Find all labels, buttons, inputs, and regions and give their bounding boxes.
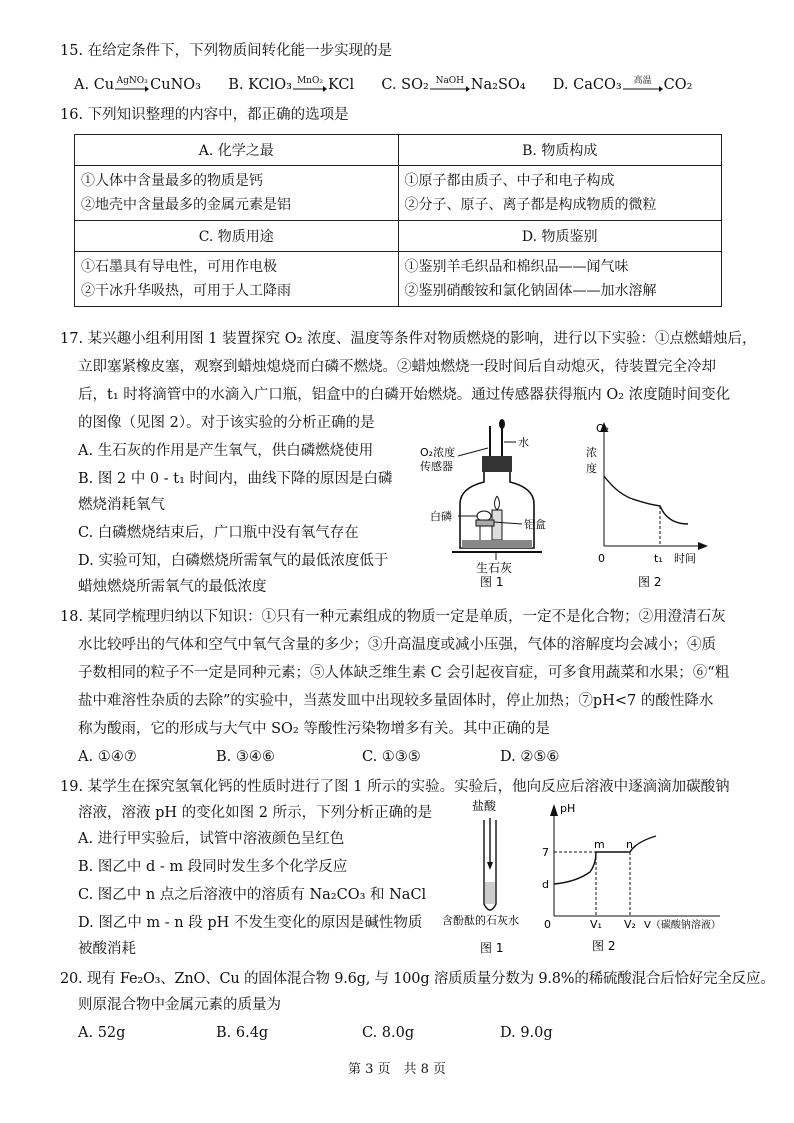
q20-option-a: A. 52g [78,1025,126,1041]
q17-option-d: D. 实验可知，白磷燃烧所需氧气的最低浓度低于 [78,553,389,569]
q15-options [74,72,692,98]
q19-option-a: A. 进行甲实验后，试管中溶液颜色呈红色 [78,831,345,847]
axis-label-y: 浓 [586,446,597,459]
q19-option-d: D. 图乙中 m - n 段 pH 不发生变化的原因是碱性物质 [78,915,423,931]
reaction-arrow-icon: NaOH [430,78,470,92]
axis-label-x: 时间 [674,552,696,565]
q16-knowledge-table [74,134,722,307]
q15-option-b: B. KClO₃ MnO₂ KCl [228,76,355,93]
q20-option-b: B. 6.4g [216,1025,269,1041]
reaction-arrow-icon: 高温 [623,78,663,92]
figure-caption: 图 2 [638,575,662,588]
label-water: 水 [518,436,529,449]
q18-option-a: A. ①④⑦ [78,749,137,765]
table-cell-c: ①石墨具有导电性，可用作电极 ②干冰升华吸热，可用于人工降雨 [75,252,399,307]
q17-option-a: A. 生石灰的作用是产生氧气，供白磷燃烧使用 [78,443,374,459]
q15-option-c: C. SO₂ NaOH Na₂SO₄ [381,76,526,93]
q18-stem-line: 水比较呼出的气体和空气中氧气含量的多少；③升高温度或减小压强，气体的溶解度均会减小；④质 [78,637,716,653]
axis-tick-t1: t₁ [654,552,663,565]
point-label-m: m [594,838,605,851]
q17-stem-line: 17. 某兴趣小组利用图 1 装置探究 O₂ 浓度、温度等条件对物质燃烧的影响，进行以下实验：①点燃蜡烛后， [60,331,757,347]
q20-stem-line: 20. 现有 Fe₂O₃、ZnO、Cu 的固体混合物 9.6g, 与 100g 溶质质量分数为 9.8%的稀硫酸混合后恰好完全反应。 [60,971,775,987]
q17-figure1-apparatus [418,412,588,588]
q18-stem-line: 称为酸雨，它的形成与大气中 SO₂ 等酸性污染物增多有关。其中正确的是 [78,721,550,737]
q17-figure2-chart [582,420,712,588]
q19-option-c: C. 图乙中 n 点之后溶液中的溶质有 Na₂CO₃ 和 NaCl [78,887,427,903]
reaction-arrow-icon: AgNO₃ [115,78,149,92]
page-footer: 第 3 页 共 8 页 [347,1062,447,1077]
axis-origin: 0 [598,552,605,565]
q17-option-b: B. 图 2 中 0 - t₁ 时间内，曲线下降的原因是白磷 [78,471,393,487]
label-sensor: O₂浓度 [420,446,456,459]
q16-stem: 16. 下列知识整理的内容中，都正确的选项是 [60,107,349,123]
q18-option-c: C. ①③⑤ [362,749,421,765]
table-cell-d: ①鉴别羊毛织品和棉织品——闻气味 ②鉴别硝酸铵和氯化钠固体——加水溶解 [398,252,722,307]
figure-caption: 图 1 [480,575,504,588]
axis-label-y: pH [560,802,576,815]
reaction-arrow-icon: MnO₂ [293,78,327,92]
q17-stem-line: 立即塞紧橡皮塞，观察到蜡烛熄烧而白磷不燃烧。②蜡烛燃烧一段时间后自动熄灭，待装置完全冷却 [78,359,716,375]
figure-caption: 图 2 [592,939,616,953]
table-header-d: D. 物质鉴别 [398,221,722,252]
axis-label-x: V（碳酸钠溶液） [644,920,721,931]
axis-label-y: 度 [586,462,597,475]
q19-option-d-cont: 被酸消耗 [78,941,136,957]
q20-option-d: D. 9.0g [500,1025,553,1041]
axis-tick-v1: V₁ [590,918,602,931]
q19-figure2-chart [536,800,726,956]
axis-origin: 0 [544,918,551,931]
label-box: 铝盒 [524,518,546,531]
figure-caption: 图 1 [480,941,504,955]
label-phosphorus: 白磷 [430,510,452,523]
q17-option-d-cont: 蜡烛燃烧所需氧气的最低浓度 [78,579,267,595]
q19-stem-line: 19. 某学生在探究氢氧化钙的性质时进行了图 1 所示的实验。实验后，他向反应后溶液中逐滴滴加碳酸钠 [60,779,730,795]
q20-option-c: C. 8.0g [362,1025,415,1041]
label-liquid: 含酚酞的石灰水 [442,914,519,927]
table-header-a: A. 化学之最 [75,135,399,166]
axis-tick-v2: V₂ [624,918,636,931]
q15-option-a: A. Cu AgNO₃ CuNO₃ [74,76,201,93]
q20-stem-line: 则原混合物中金属元素的质量为 [78,997,281,1013]
axis-label-y: O₂ [596,422,610,435]
q17-stem-line: 的图像（见图 2）。对于该实验的分析正确的是 [78,415,375,431]
table-header-c: C. 物质用途 [75,221,399,252]
table-cell-a: ①人体中含量最多的物质是钙 ②地壳中含量最多的金属元素是铝 [75,166,399,221]
q15-option-d: D. CaCO₃ 高温 CO₂ [552,76,693,93]
q19-figure1-testtube [440,796,540,960]
label-lime: 生石灰 [476,561,513,575]
table-header-b: B. 物质构成 [398,135,722,166]
axis-tick-7: 7 [542,846,549,859]
q18-option-b: B. ③④⑥ [216,749,275,765]
q17-option-c: C. 白磷燃烧结束后，广口瓶中没有氧气存在 [78,525,359,541]
q15-stem: 15. 在给定条件下，下列物质间转化能一步实现的是 [60,43,393,59]
q19-stem-line: 溶液，溶液 pH 的变化如图 2 所示，下列分析正确的是 [78,805,433,821]
q18-stem-line: 盐中难溶性杂质的去除”的实验中，当蒸发皿中出现较多量固体时，停止加热；⑦pH<7 的酸性降水 [78,693,714,709]
q17-stem-line: 后，t₁ 时将滴管中的水滴入广口瓶，铝盒中的白磷开始燃烧。通过传感器获得瓶内 O₂ 浓度随时间变化 [78,387,731,403]
q18-stem-line: 18. 某同学梳理归纳以下知识：①只有一种元素组成的物质一定是单质，一定不是化合物；②用澄清石灰 [60,609,726,625]
point-label-d: d [542,878,549,891]
q17-option-b-cont: 燃烧消耗氧气 [78,497,165,513]
label-acid: 盐酸 [472,799,497,813]
point-label-n: n [626,838,633,851]
label-sensor: 传感器 [420,460,453,473]
q18-stem-line: 子数相同的粒子不一定是同种元素；⑤人体缺乏维生素 C 会引起夜盲症，可多食用蔬菜和水果；⑥“粗 [78,665,730,681]
q18-option-d: D. ②⑤⑥ [500,749,560,765]
q19-option-b: B. 图乙中 d - m 段同时发生多个化学反应 [78,859,348,875]
table-cell-b: ①原子都由质子、中子和电子构成 ②分子、原子、离子都是构成物质的微粒 [398,166,722,221]
